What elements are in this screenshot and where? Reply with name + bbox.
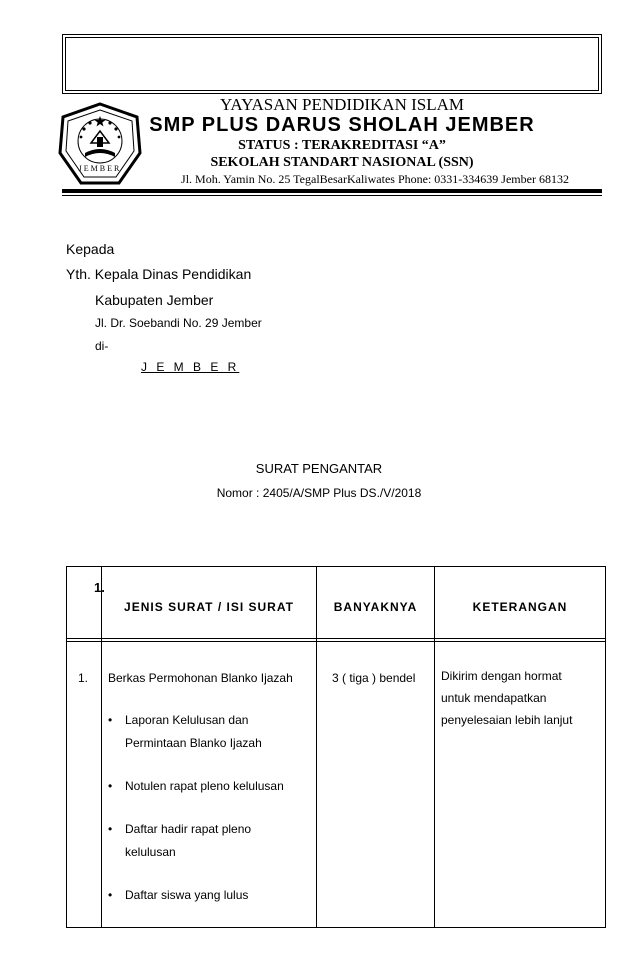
row-keterangan: [441, 665, 572, 731]
bullet-icon: •: [108, 822, 113, 836]
keterangan-line: Dikirim dengan hormat: [441, 669, 562, 683]
recipient-kepada: Kepada: [66, 241, 115, 257]
list-item-daftar-hadir: [108, 818, 251, 864]
school-standard: SEKOLAH STANDART NASIONAL (SSN): [210, 155, 474, 170]
bullet-icon: •: [108, 888, 113, 902]
header-frame-inner: [65, 37, 599, 91]
bullet-icon: •: [108, 779, 113, 793]
list-item-laporan: [108, 709, 262, 755]
header-number: 1.: [94, 580, 105, 595]
table-border-right: [605, 566, 606, 928]
list-item-daftar-siswa: [108, 884, 248, 907]
row-banyaknya: 3 ( tiga ) bendel: [332, 671, 416, 685]
foundation-name: YAYASAN PENDIDIKAN ISLAM: [219, 95, 464, 114]
document-table: [66, 566, 606, 928]
school-logo-icon: [57, 101, 143, 187]
list-item-text: kelulusan: [125, 845, 176, 859]
recipient-address: Jl. Dr. Soebandi No. 29 Jember: [95, 316, 262, 330]
table-border-bottom: [66, 927, 606, 928]
row-jenis-surat: Berkas Permohonan Blanko Ijazah: [108, 671, 293, 685]
recipient-city: J E M B E R: [141, 360, 240, 374]
recipient-regency: Kabupaten Jember: [95, 292, 214, 308]
letter-number: Nomor : 2405/A/SMP Plus DS./V/2018: [216, 486, 422, 500]
table-border-top: [66, 566, 606, 567]
recipient-di: di-: [95, 339, 109, 353]
header-keterangan: KETERANGAN: [472, 600, 568, 614]
list-item-text: Daftar hadir rapat pleno: [125, 822, 252, 836]
recipient-title: Yth. Kepala Dinas Pendidikan: [66, 266, 252, 282]
bullet-icon: •: [108, 713, 113, 727]
table-col-divider-3: [434, 566, 435, 928]
letterhead-rule-thick: [62, 189, 602, 193]
list-item-text: Permintaan Blanko Ijazah: [125, 736, 262, 750]
school-address: Jl. Moh. Yamin No. 25 TegalBesarKaliwates Phone: 0331-334639 Jember 68132: [181, 172, 569, 186]
list-item-text: Daftar siswa yang lulus: [125, 888, 249, 902]
letter-title: SURAT PENGANTAR: [255, 461, 383, 476]
school-name: SMP PLUS DARUS SHOLAH JEMBER: [149, 114, 535, 136]
table-border-left: [66, 566, 67, 928]
table-header-rule-1: [66, 638, 606, 639]
header-banyaknya: BANYAKNYA: [333, 600, 418, 614]
header-jenis-surat: JENIS SURAT / ISI SURAT: [124, 600, 294, 614]
table-col-divider-1: [101, 566, 102, 928]
table-header-rule-2: [66, 641, 606, 642]
row-number: 1.: [78, 671, 89, 685]
keterangan-line: penyelesaian lebih lanjut: [441, 713, 573, 727]
table-col-divider-2: [316, 566, 317, 928]
list-item-notulen: [108, 775, 284, 798]
keterangan-line: untuk mendapatkan: [441, 691, 547, 705]
logo-text: JEMBER: [78, 164, 122, 173]
list-item-text: Notulen rapat pleno kelulusan: [125, 779, 284, 793]
accreditation-status: STATUS : TERAKREDITASI “A”: [238, 138, 446, 153]
list-item-text: Laporan Kelulusan dan: [125, 713, 249, 727]
letterhead-rule-thin: [62, 195, 602, 196]
